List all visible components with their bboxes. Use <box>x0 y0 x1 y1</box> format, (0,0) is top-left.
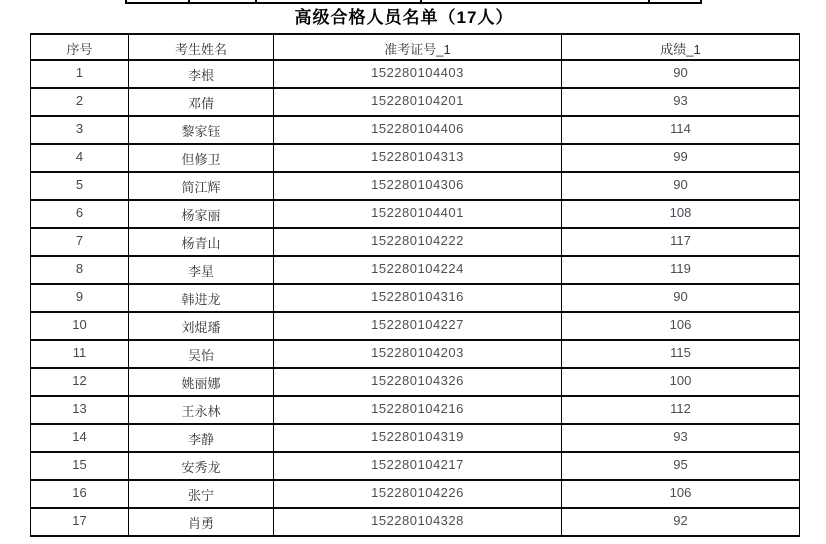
table-row <box>31 340 800 368</box>
table-row <box>31 88 800 116</box>
cell-score: 93 <box>562 424 800 452</box>
table-row <box>31 144 800 172</box>
cell-score: 106 <box>562 480 800 508</box>
results-table-body <box>31 60 800 536</box>
table-row <box>31 200 800 228</box>
cell-serial-number: 9 <box>31 284 129 312</box>
cell-serial-number: 2 <box>31 88 129 116</box>
cell-candidate-name: 杨青山 <box>129 228 274 256</box>
cell-score: 108 <box>562 200 800 228</box>
cell-serial-number: 7 <box>31 228 129 256</box>
cell-serial-number: 3 <box>31 116 129 144</box>
cell-candidate-name: 韩进龙 <box>129 284 274 312</box>
cell-serial-number: 5 <box>31 172 129 200</box>
cell-candidate-name: 刘焜璠 <box>129 312 274 340</box>
cell-ticket-number: 152280104328 <box>274 508 562 536</box>
cell-ticket-number: 152280104316 <box>274 284 562 312</box>
cell-serial-number: 6 <box>31 200 129 228</box>
cell-score: 90 <box>562 172 800 200</box>
cell-ticket-number: 152280104201 <box>274 88 562 116</box>
cell-serial-number: 1 <box>31 60 129 88</box>
column-header-ticket: 准考证号_1 <box>274 34 562 60</box>
cell-serial-number: 8 <box>31 256 129 284</box>
table-row <box>31 368 800 396</box>
table-row <box>31 228 800 256</box>
cell-ticket-number: 152280104406 <box>274 116 562 144</box>
table-row <box>31 452 800 480</box>
cell-candidate-name: 李根 <box>129 60 274 88</box>
cell-ticket-number: 152280104222 <box>274 228 562 256</box>
cell-serial-number: 14 <box>31 424 129 452</box>
cell-score: 90 <box>562 60 800 88</box>
cell-candidate-name: 安秀龙 <box>129 452 274 480</box>
cell-ticket-number: 152280104326 <box>274 368 562 396</box>
cell-candidate-name: 李静 <box>129 424 274 452</box>
cell-score: 115 <box>562 340 800 368</box>
cell-ticket-number: 152280104401 <box>274 200 562 228</box>
table-row <box>31 480 800 508</box>
cell-candidate-name: 王永林 <box>129 396 274 424</box>
cell-serial-number: 10 <box>31 312 129 340</box>
cell-ticket-number: 152280104217 <box>274 452 562 480</box>
cell-ticket-number: 152280104306 <box>274 172 562 200</box>
cell-score: 99 <box>562 144 800 172</box>
cell-score: 93 <box>562 88 800 116</box>
cell-ticket-number: 152280104224 <box>274 256 562 284</box>
cell-score: 106 <box>562 312 800 340</box>
table-row <box>31 116 800 144</box>
cell-ticket-number: 152280104227 <box>274 312 562 340</box>
table-row <box>31 284 800 312</box>
table-row <box>31 312 800 340</box>
cell-candidate-name: 张宁 <box>129 480 274 508</box>
cell-serial-number: 15 <box>31 452 129 480</box>
cell-candidate-name: 邓倩 <box>129 88 274 116</box>
cell-score: 117 <box>562 228 800 256</box>
table-row <box>31 508 800 536</box>
cell-candidate-name: 肖勇 <box>129 508 274 536</box>
cell-candidate-name: 杨家丽 <box>129 200 274 228</box>
cell-score: 114 <box>562 116 800 144</box>
cell-serial-number: 4 <box>31 144 129 172</box>
cell-ticket-number: 152280104319 <box>274 424 562 452</box>
cell-candidate-name: 黎家钰 <box>129 116 274 144</box>
table-row <box>31 424 800 452</box>
cell-score: 112 <box>562 396 800 424</box>
cell-score: 100 <box>562 368 800 396</box>
cell-serial-number: 11 <box>31 340 129 368</box>
cell-candidate-name: 李星 <box>129 256 274 284</box>
cell-score: 92 <box>562 508 800 536</box>
table-row <box>31 172 800 200</box>
cell-ticket-number: 152280104313 <box>274 144 562 172</box>
column-header-score: 成绩_1 <box>562 34 800 60</box>
results-table <box>30 33 800 537</box>
header-row <box>31 34 800 60</box>
cell-serial-number: 17 <box>31 508 129 536</box>
cell-candidate-name: 吴怡 <box>129 340 274 368</box>
cell-serial-number: 16 <box>31 480 129 508</box>
cell-serial-number: 12 <box>31 368 129 396</box>
column-header-no: 序号 <box>31 34 129 60</box>
cell-candidate-name: 姚丽娜 <box>129 368 274 396</box>
cell-serial-number: 13 <box>31 396 129 424</box>
cell-ticket-number: 152280104203 <box>274 340 562 368</box>
cell-score: 95 <box>562 452 800 480</box>
cell-ticket-number: 152280104216 <box>274 396 562 424</box>
page-title: 高级合格人员名单（17人） <box>294 8 514 27</box>
cell-candidate-name: 但修卫 <box>129 144 274 172</box>
cell-ticket-number: 152280104403 <box>274 60 562 88</box>
table-row <box>31 60 800 88</box>
cell-score: 119 <box>562 256 800 284</box>
table-row <box>31 396 800 424</box>
column-header-name: 考生姓名 <box>129 34 274 60</box>
cell-score: 90 <box>562 284 800 312</box>
table-row <box>31 256 800 284</box>
cell-ticket-number: 152280104226 <box>274 480 562 508</box>
cell-candidate-name: 简江辉 <box>129 172 274 200</box>
